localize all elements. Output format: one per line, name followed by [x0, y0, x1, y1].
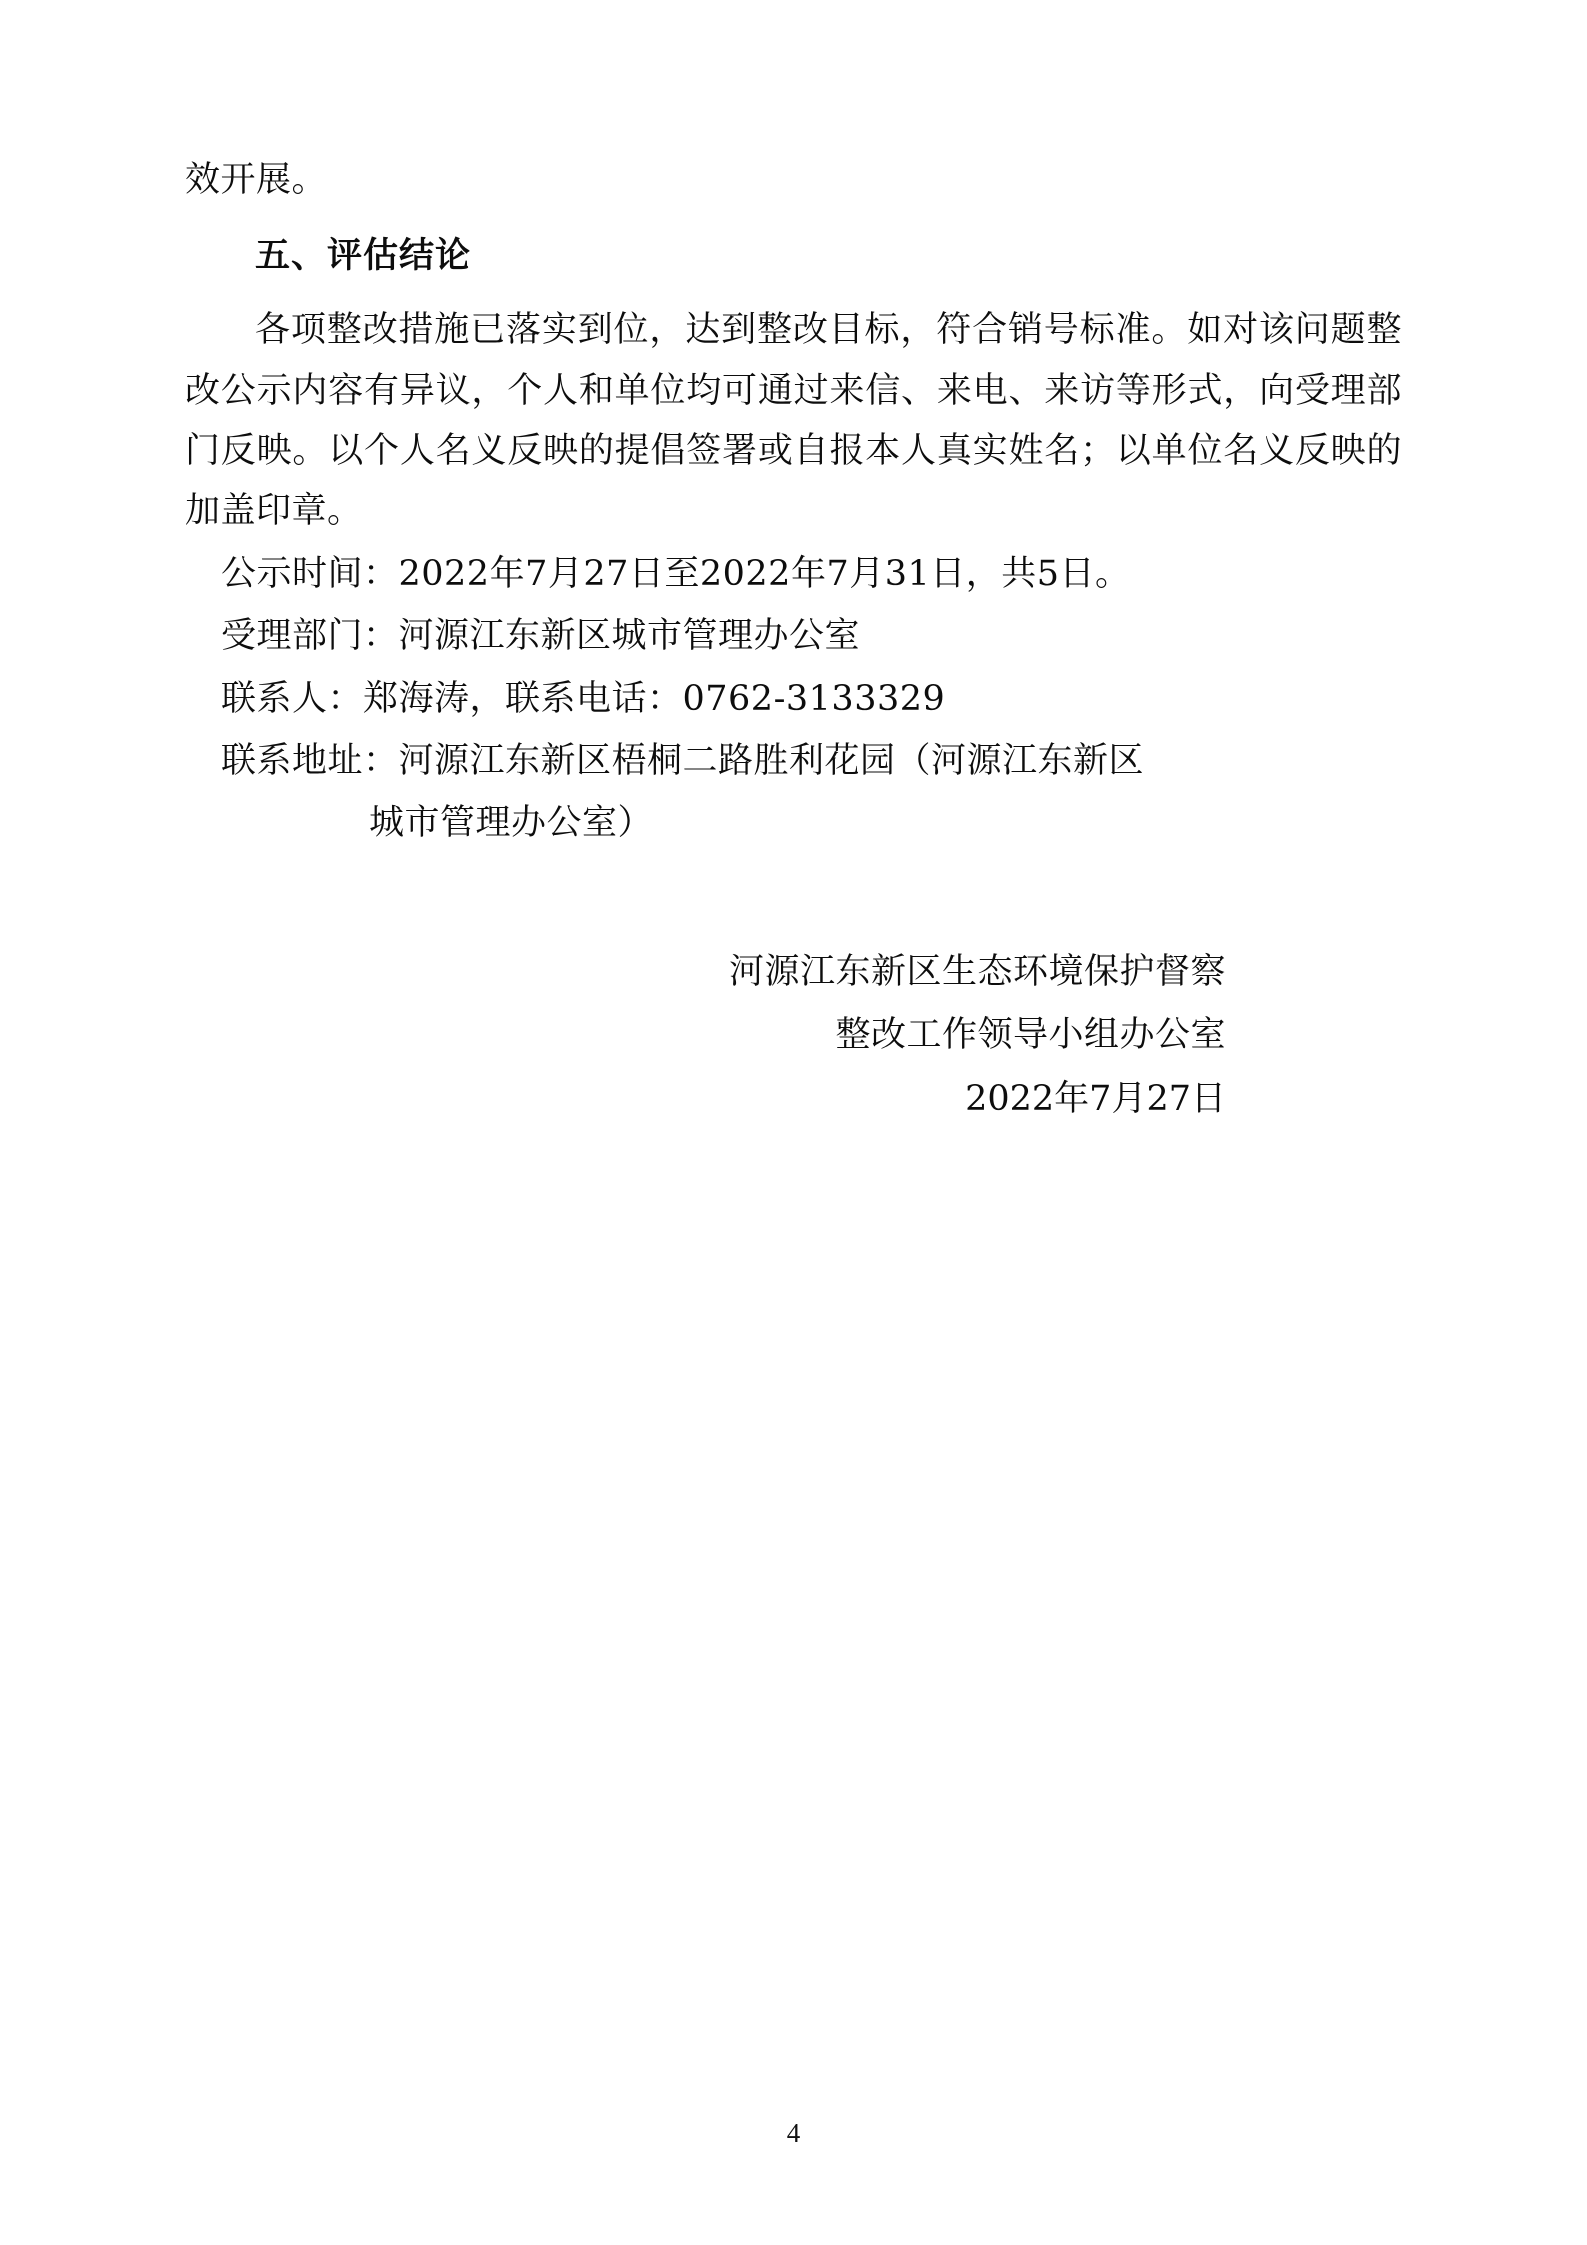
- accepting-department-line: 受理部门：河源江东新区城市管理办公室: [221, 616, 861, 657]
- publicity-period-line: 公示时间：2022年7月27日至2022年7月31日，共5日。: [221, 554, 1131, 595]
- continuation-paragraph: 效开展。: [185, 160, 328, 200]
- signature-organization-line-2: 整改工作领导小组办公室: [835, 1015, 1226, 1056]
- contact-address-line-2: 城市管理办公室）: [369, 803, 654, 844]
- section-heading-conclusion: 五、评估结论: [255, 235, 472, 277]
- signature-date: 2022年7月27日: [965, 1078, 1226, 1119]
- signature-block: [185, 941, 1402, 1132]
- conclusion-paragraph: 各项整改措施已落实到位，达到整改目标，符合销号标准。如对该问题整改公示内容有异议，个人和单位均可通过来信、来电、来访等形式，向受理部门反映。以个人名义反映的提倡签署或自报本人真实姓名；以单位名义反映的加盖印章。: [185, 310, 1402, 531]
- signature-organization-line-1: 河源江东新区生态环境保护督察: [728, 951, 1226, 992]
- page-number: 4: [786, 2118, 801, 2148]
- contact-person-line: 联系人：郑海涛，联系电话：0762-3133329: [221, 678, 946, 719]
- contact-address-line-1: 联系地址：河源江东新区梧桐二路胜利花园（河源江东新区: [221, 741, 1145, 782]
- document-body: [185, 150, 1402, 1132]
